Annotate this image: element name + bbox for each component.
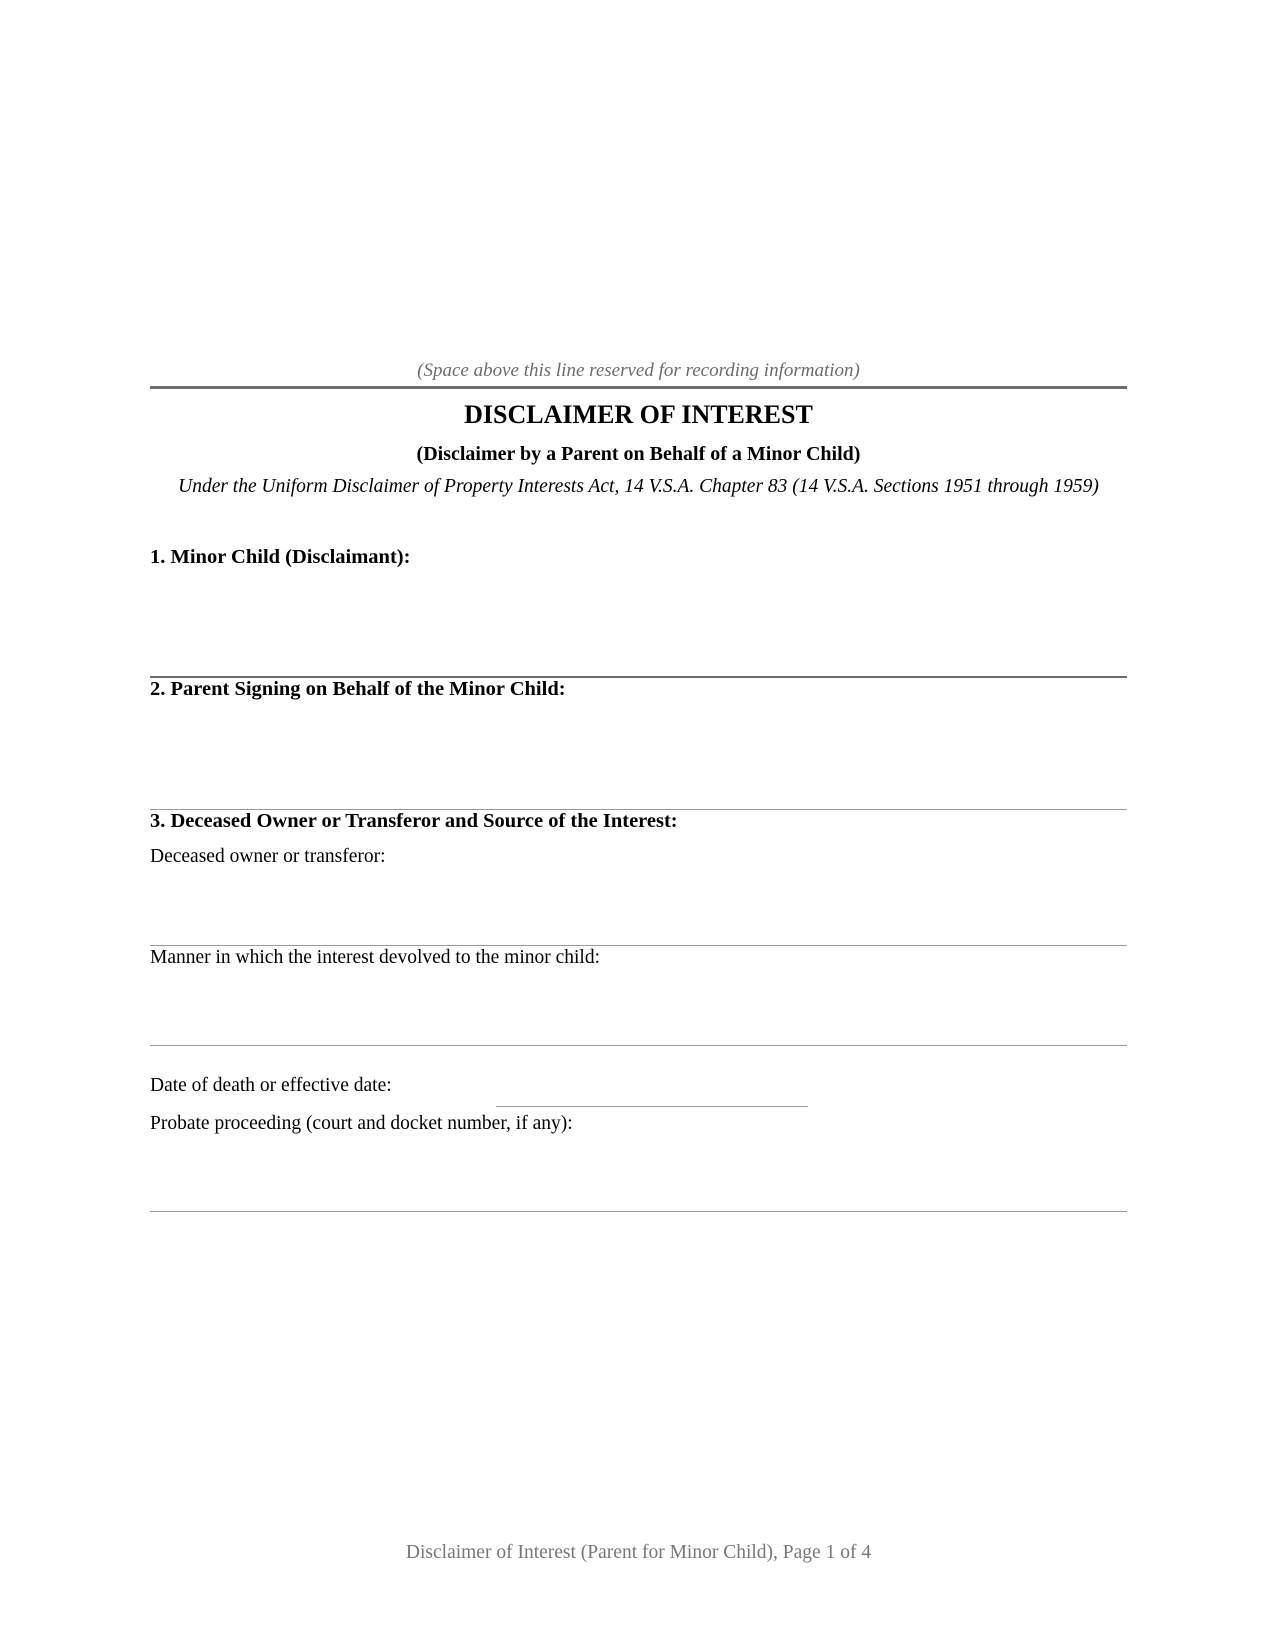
manner-devolved-entry-line[interactable] <box>150 1045 1127 1046</box>
date-of-death-label: Date of death or effective date: <box>150 1075 392 1096</box>
recording-divider <box>150 386 1127 389</box>
date-of-death-entry-line[interactable] <box>496 1106 808 1107</box>
probate-proceeding-entry-line[interactable] <box>150 1211 1127 1212</box>
section-2-heading: 2. Parent Signing on Behalf of the Minor Child: <box>150 678 566 700</box>
page-footer: Disclaimer of Interest (Parent for Minor Child), Page 1 of 4 <box>405 1542 872 1563</box>
section-1-heading: 1. Minor Child (Disclaimant): <box>150 546 411 568</box>
deceased-owner-entry-line[interactable] <box>150 945 1127 946</box>
manner-devolved-label: Manner in which the interest devolved to the minor child: <box>150 947 601 968</box>
recording-space-note: (Space above this line reserved for recording information) <box>417 360 860 381</box>
section-3-heading: 3. Deceased Owner or Transferor and Source of the Interest: <box>150 810 678 832</box>
document-subtitle: (Disclaimer by a Parent on Behalf of a Minor Child) <box>416 443 861 465</box>
document-title: DISCLAIMER OF INTEREST <box>464 400 813 429</box>
probate-proceeding-label: Probate proceeding (court and docket number, if any): <box>150 1113 573 1134</box>
deceased-owner-label: Deceased owner or transferor: <box>150 846 386 867</box>
statute-reference: Under the Uniform Disclaimer of Property Interests Act, 14 V.S.A. Chapter 83 (14 V.S.A. Sections 1951 through 1959) <box>178 476 1099 497</box>
